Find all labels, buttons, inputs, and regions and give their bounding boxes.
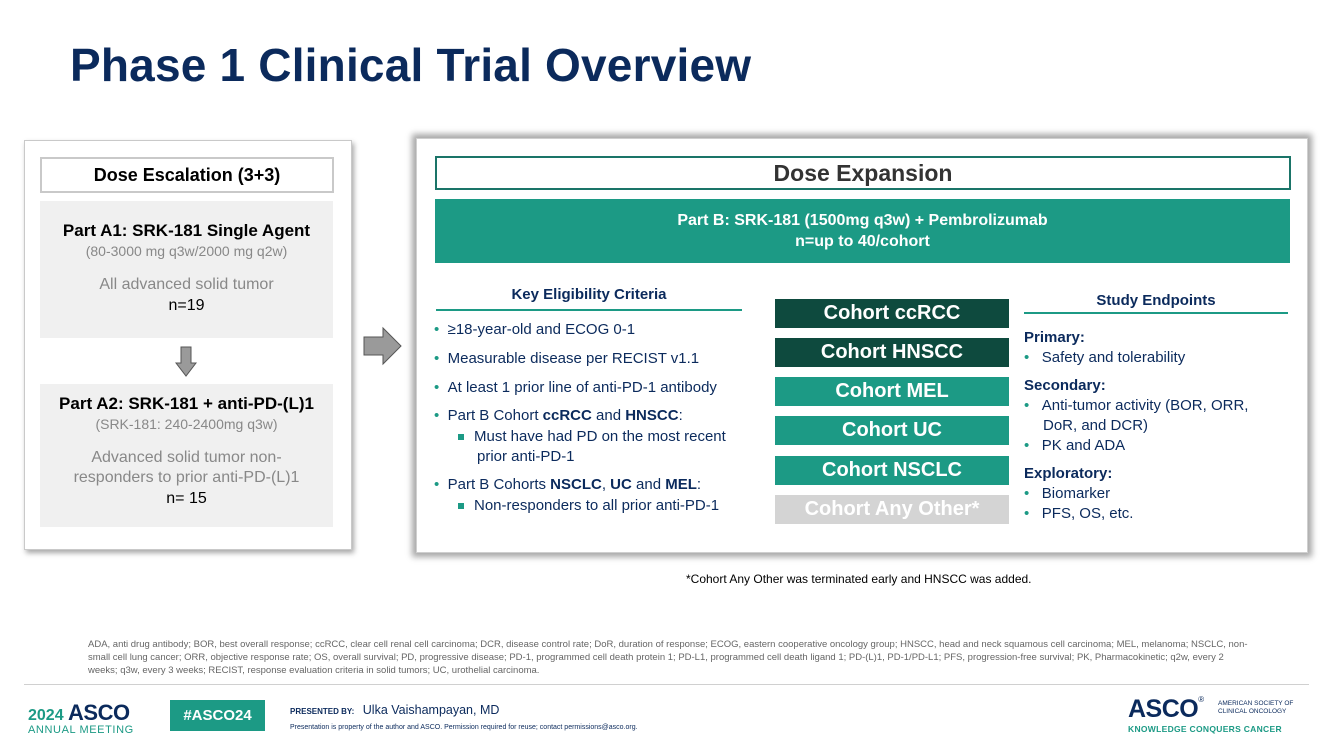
eligibility-text: and [591, 407, 626, 424]
part-b-n: n=up to 40/cohort [795, 233, 930, 250]
part-a1-box [40, 201, 333, 338]
bullet-icon: • [1024, 349, 1030, 366]
eligibility-item [434, 321, 774, 350]
primary-label: Primary: [1024, 329, 1085, 346]
eligibility-text: : [696, 476, 702, 493]
bullet-icon: • [434, 321, 440, 338]
eligibility-divider [436, 309, 742, 311]
cohort-name: NSCLC [550, 476, 602, 493]
eligibility-item [434, 476, 774, 497]
abbreviations: ADA, anti drug antibody; BOR, best overall response; ccRCC, clear cell renal cell carcinoma; DCR, disease control rate; DoR, duration of response; ECOG, eastern cooperative oncology group; HNSCC, head and neck squamous cell carcinoma; MEL, melanoma; NSCLC, non-small cell lung cancer; ORR, objective response rate; OS, overall survival; PD, progressive disease; PD-1, programmed cell death protein 1; PD-L1, programmed cell death ligand 1; PD-(L)1, PD-1/PD-L1; PFS, progression-free survival; PK, Pharmacokinetic; q2w, every 2 weeks; q3w, every 3 weeks; RECIST, response evaluation criteria in solid tumors; UC, urothelial carcinoma. [88, 639, 1248, 676]
eligibility-text: Part B Cohort [447, 407, 543, 424]
eligibility-subitem-cont: prior anti-PD-1 [477, 448, 575, 465]
asco-society-line2: CLINICAL ONCOLOGY [1218, 708, 1287, 715]
cohort-nsclc: Cohort NSCLC [775, 456, 1009, 485]
cohort-name: HNSCC [625, 407, 679, 424]
bullet-icon: • [1024, 397, 1030, 414]
eligibility-subitem [434, 428, 774, 448]
eligibility-text: Non-responders to all prior anti-PD-1 [474, 497, 720, 514]
endpoints-list [1024, 328, 1294, 524]
cohort-name: MEL [665, 476, 697, 493]
bullet-icon: • [434, 379, 440, 396]
part-a2-title: Part A2: SRK-181 + anti-PD-(L)1 [59, 394, 314, 413]
endpoint-item [1024, 396, 1294, 416]
square-bullet-icon [458, 503, 464, 509]
part-a1-dose: (80-3000 mg q3w/2000 mg q2w) [85, 243, 288, 259]
eligibility-item [434, 350, 774, 379]
eligibility-title: Key Eligibility Criteria [511, 286, 667, 303]
part-a2-n: n= 15 [166, 490, 207, 507]
asco-society-text [1218, 700, 1293, 716]
meeting-year: 2024 [28, 707, 64, 724]
eligibility-text: Part B Cohorts [447, 476, 551, 493]
eligibility-text: and [631, 476, 666, 493]
eligibility-item [434, 379, 774, 407]
cohort-footnote: *Cohort Any Other was terminated early and HNSCC was added. [686, 572, 1032, 586]
registered-mark: ® [1198, 695, 1205, 704]
endpoint-text: PK and ADA [1041, 437, 1126, 454]
part-a2-dose: (SRK-181: 240-2400mg q3w) [95, 416, 278, 432]
footer-divider [24, 684, 1309, 685]
eligibility-text: ≥18-year-old and ECOG 0-1 [447, 321, 636, 338]
hashtag-badge: #ASCO24 [170, 700, 265, 731]
asco-logo-name: ASCO [1128, 695, 1199, 723]
eligibility-text: Measurable disease per RECIST v1.1 [447, 350, 700, 367]
cohort-name: UC [610, 476, 632, 493]
eligibility-subitem [434, 497, 774, 517]
eligibility-text: At least 1 prior line of anti-PD-1 antibody [447, 379, 717, 396]
part-a1-title: Part A1: SRK-181 Single Agent [62, 221, 311, 240]
secondary-label: Secondary: [1024, 377, 1106, 394]
presenter-block [290, 701, 499, 719]
endpoint-text: Safety and tolerability [1041, 349, 1186, 366]
presenter-name: Ulka Vaishampayan, MD [362, 703, 500, 717]
bullet-icon: • [1024, 505, 1030, 522]
exploratory-label: Exploratory: [1024, 465, 1113, 482]
bullet-icon: • [434, 476, 440, 493]
cohort-hnscc: Cohort HNSCC [775, 338, 1009, 367]
endpoint-item [1024, 348, 1294, 368]
part-a2-box [40, 384, 333, 527]
eligibility-text: : [678, 407, 683, 424]
bullet-icon: • [1024, 437, 1030, 454]
eligibility-text: Must have had PD on the most recent [474, 428, 726, 445]
cohort-ccrcc: Cohort ccRCC [775, 299, 1009, 328]
asco-logo [1128, 695, 1204, 724]
asco-society-line1: AMERICAN SOCIETY OF [1218, 700, 1294, 707]
slide-title: Phase 1 Clinical Trial Overview [70, 39, 752, 91]
meeting-name: ASCO [68, 700, 130, 725]
part-a2-population-line1: Advanced solid tumor non- [91, 449, 282, 466]
bullet-icon: • [1024, 485, 1030, 502]
endpoints-title: Study Endpoints [1096, 292, 1216, 309]
cohort-mel: Cohort MEL [775, 377, 1009, 406]
endpoint-item [1024, 484, 1294, 504]
endpoint-text: Biomarker [1041, 485, 1111, 502]
part-b-banner [435, 199, 1290, 263]
dose-expansion-header: Dose Expansion [435, 156, 1291, 190]
endpoint-item-cont: DoR, and DCR) [1043, 417, 1149, 434]
cohort-name: ccRCC [542, 407, 592, 424]
arrow-right-icon [363, 326, 403, 366]
dose-escalation-header: Dose Escalation (3+3) [40, 157, 334, 193]
endpoint-item [1024, 436, 1294, 456]
eligibility-text: , [601, 476, 611, 493]
bullet-icon: • [434, 407, 440, 424]
bullet-icon: • [434, 350, 440, 367]
permission-notice: Presentation is property of the author and ASCO. Permission required for reuse; contact permissions@asco.org. [290, 724, 638, 731]
part-a2-population-line2: responders to prior anti-PD-(L)1 [73, 469, 300, 486]
meeting-logo [28, 700, 134, 736]
cohort-any-other: Cohort Any Other* [775, 495, 1009, 524]
eligibility-item [434, 407, 774, 428]
arrow-down-icon [175, 346, 197, 378]
square-bullet-icon [458, 434, 464, 440]
endpoint-text: Anti-tumor activity (BOR, ORR, [1041, 397, 1249, 414]
endpoints-divider [1024, 312, 1288, 314]
part-a1-population: All advanced solid tumor [99, 276, 274, 293]
endpoint-item [1024, 504, 1294, 524]
part-b-regimen: Part B: SRK-181 (1500mg q3w) + Pembrolizumab [677, 212, 1048, 229]
presented-by-label: PRESENTED BY: [290, 707, 355, 716]
eligibility-list [434, 321, 774, 517]
endpoint-text: PFS, OS, etc. [1041, 505, 1134, 522]
asco-tagline: KNOWLEDGE CONQUERS CANCER [1128, 724, 1282, 734]
meeting-subtitle: ANNUAL MEETING [28, 724, 134, 736]
cohort-uc: Cohort UC [775, 416, 1009, 445]
part-a1-n: n=19 [168, 297, 205, 314]
